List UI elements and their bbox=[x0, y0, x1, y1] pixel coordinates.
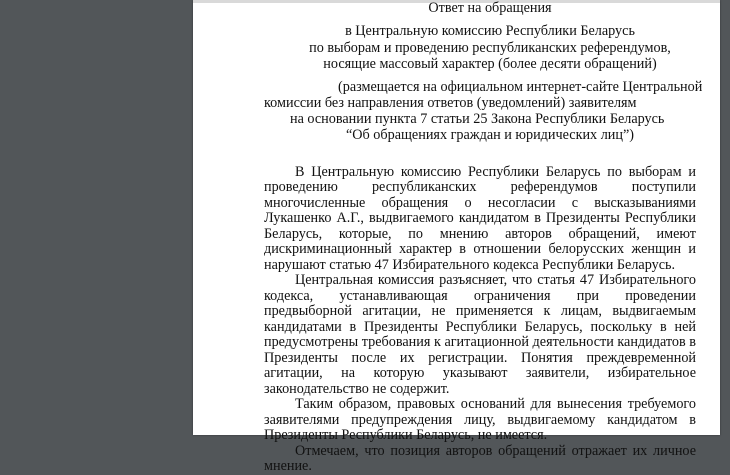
addressee-line: в Центральную комиссию Республики Беларусь bbox=[345, 23, 635, 39]
paragraph: Центральная комиссия разъясняет, что статья 47 Избирательного кодекса, устанавливающая ограничения при проведении предвыборной агитации, не применяется к лицам, выдвигаемым кандидатами в Президенты Республики Беларусь, поскольку в ней предусмотрены требования к агитационной деятельности кандидатов в Президенты после их регистрации. Понятия преждевременной агитации, на которую указывают заявители, избирательное законодательство не содержит. bbox=[264, 272, 696, 397]
note-line: “Об обращениях граждан и юридических лиц”) bbox=[346, 126, 634, 143]
document-body bbox=[264, 165, 696, 475]
note-line: (размещается на официальном интернет-сайте Центральной bbox=[338, 78, 703, 95]
note-line: на основании пункта 7 статьи 25 Закона Республики Беларусь bbox=[290, 110, 665, 127]
note-line: комиссии без направления ответов (уведомлений) заявителям bbox=[264, 94, 637, 111]
paragraph: Таким образом, правовых оснований для вынесения требуемого заявителями предупреждения лицу, выдвигаемому кандидатом в Президенты Республики Беларусь, не имеется. bbox=[264, 396, 696, 443]
paragraph: Отмечаем, что позиция авторов обращений отражает их личное мнение. bbox=[264, 442, 696, 474]
paragraph: В Центральную комиссию Республики Беларусь по выборам и проведению республиканских референдумов поступили многочисленные обращения о несогласии с высказываниями Лукашенко А.Г., выдвигаемого кандидатом в Президенты Республики Беларусь, которые, по мнению авторов обращений, имеют дискриминационный характер в отношении белорусских женщин и нарушают статью 47 Избирательного кодекса Республики Беларусь. bbox=[264, 163, 696, 273]
document-page bbox=[193, 0, 720, 474]
addressee-line: носящие массовый характер (более десяти обращений) bbox=[323, 56, 657, 72]
addressee-line: по выборам и проведению республиканских референдумов, bbox=[309, 39, 671, 56]
document-content bbox=[264, 0, 703, 475]
document-title: Ответ на обращения bbox=[428, 0, 552, 16]
addressee-block bbox=[274, 24, 706, 74]
publication-note bbox=[264, 78, 703, 144]
